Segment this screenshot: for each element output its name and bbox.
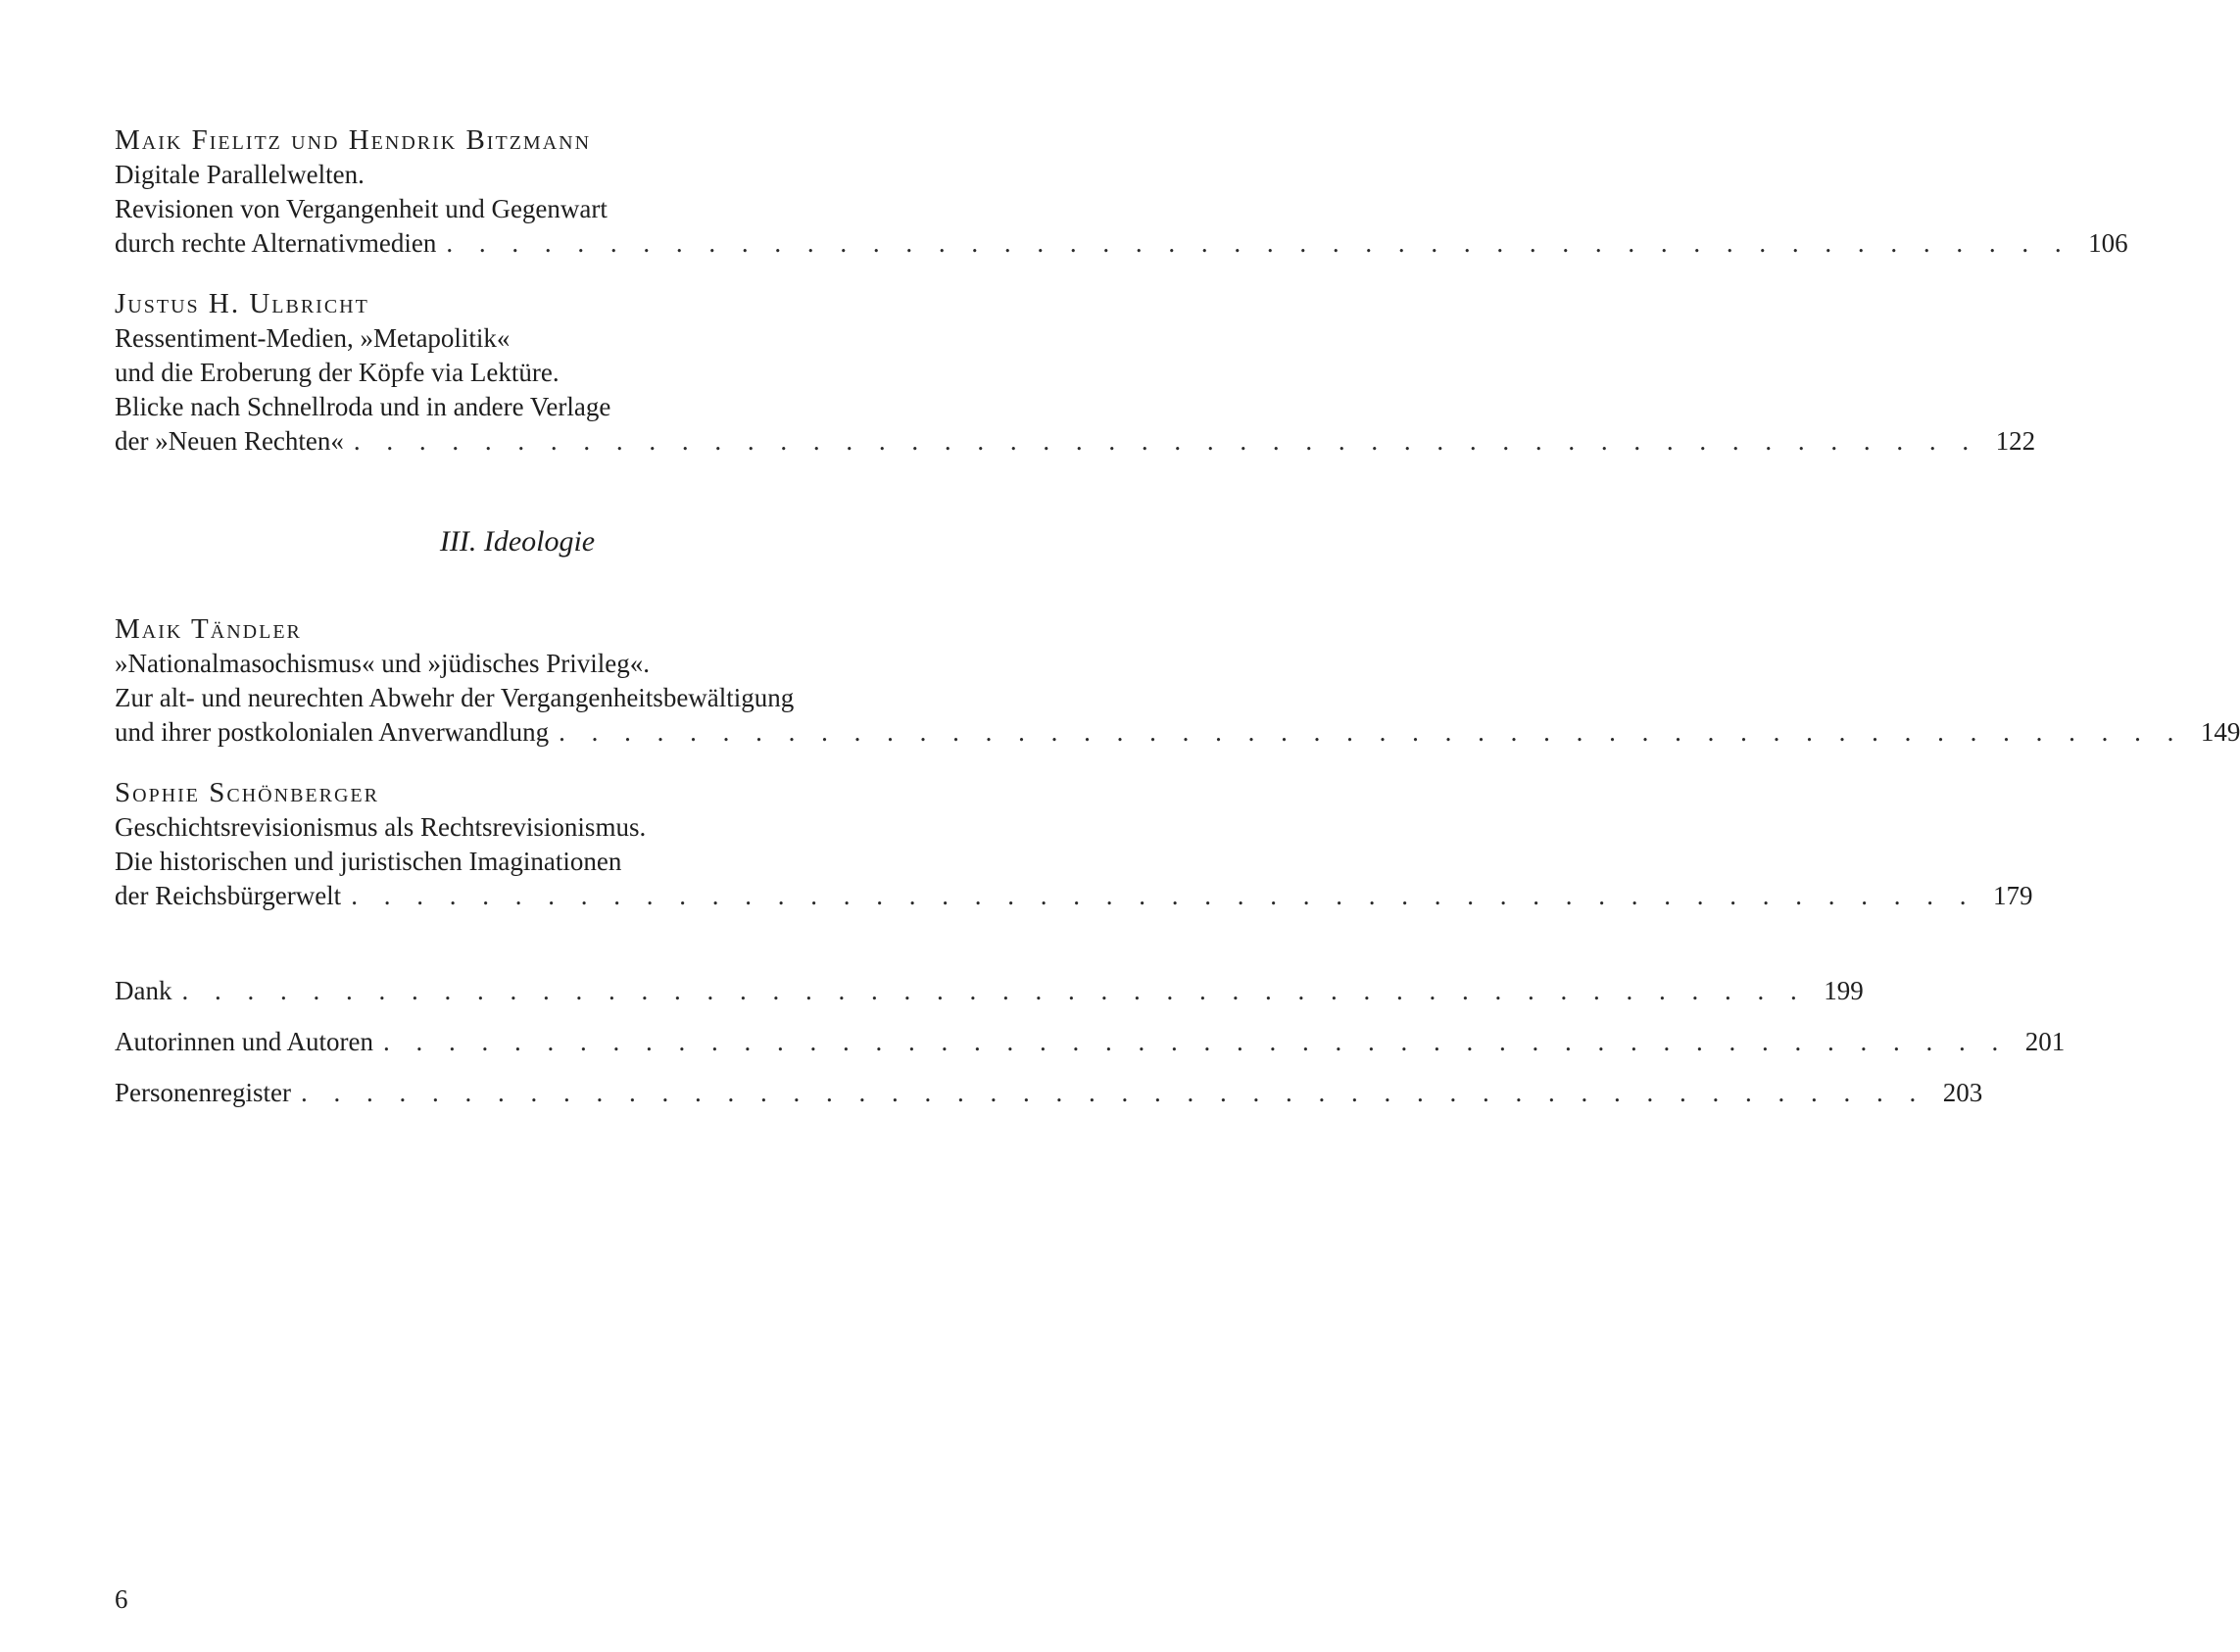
- entry-title-line: »Nationalmasochismus« und »jüdisches Privileg«.: [115, 649, 650, 678]
- entry-title-line: Digitale Parallelwelten.: [115, 160, 365, 189]
- dot-leader: . . . . . . . . . . . . . . . . . . . . . . . . . . . . . . . . . . . . . . . . . . . . . . . . . .: [382, 1027, 2009, 1056]
- toc-entry: [115, 611, 2240, 750]
- entry-page-number: 179: [1992, 881, 2033, 910]
- dot-leader: . . . . . . . . . . . . . . . . . . . . . . . . . . . . . . . . . . . . . . . . . . . . . . . . . .: [300, 1078, 1926, 1107]
- dot-leader: . . . . . . . . . . . . . . . . . . . . . . . . . . . . . . . . . . . . . . . . . . . . . . . . . .: [351, 881, 1976, 910]
- entry-author: Justus H. Ulbricht: [115, 288, 369, 319]
- entry-title-line: Blicke nach Schnellroda und in andere Verlage: [115, 392, 611, 421]
- entry-author: Maik Fielitz und Hendrik Bitzmann: [115, 124, 592, 156]
- dot-leader: . . . . . . . . . . . . . . . . . . . . . . . . . . . . . . . . . . . . . . . . . . . . . . . . . .: [446, 228, 2071, 258]
- back-matter-page-number: 199: [1824, 976, 1864, 1005]
- entry-leader-line: [115, 715, 2240, 750]
- entry-title-line: durch rechte Alternativmedien: [115, 228, 437, 258]
- entry-title-line: und ihrer postkolonialen Anverwandlung: [115, 717, 550, 747]
- entry-title-line: Geschichtsrevisionismus als Rechtsrevisionismus.: [115, 812, 647, 842]
- entry-title-line: Ressentiment-Medien, »Metapolitik«: [115, 323, 511, 353]
- back-matter-item: [115, 1076, 1983, 1110]
- section-heading: III. Ideologie: [439, 525, 596, 558]
- dot-leader: . . . . . . . . . . . . . . . . . . . . . . . . . . . . . . . . . . . . . . . . . . . . . . . . . .: [559, 717, 2184, 747]
- entry-page-number: 149: [2200, 717, 2240, 747]
- entry-page-number: 106: [2088, 228, 2128, 258]
- back-matter-label: Autorinnen und Autoren: [115, 1027, 373, 1056]
- back-matter-label: Personenregister: [115, 1078, 291, 1107]
- page-number: 6: [115, 1584, 128, 1614]
- entry-leader-line: [115, 879, 2033, 913]
- back-matter-item: [115, 1025, 2066, 1059]
- back-matter: [115, 974, 2066, 1110]
- entry-leader-line: [115, 226, 2128, 261]
- entry-title-line: Zur alt- und neurechten Abwehr der Vergangenheitsbewältigung: [115, 683, 795, 712]
- entry-page-number: 122: [1995, 426, 2036, 456]
- entry-author: Maik Tändler: [115, 613, 302, 645]
- entry-author: Sophie Schönberger: [115, 777, 379, 808]
- toc-entry: [115, 122, 2128, 261]
- entry-title-line: Die historischen und juristischen Imaginationen: [115, 847, 622, 876]
- dot-leader: . . . . . . . . . . . . . . . . . . . . . . . . . . . . . . . . . . . . . . . . . . . . . . . . . .: [353, 426, 1979, 456]
- dot-leader: . . . . . . . . . . . . . . . . . . . . . . . . . . . . . . . . . . . . . . . . . . . . . . . . . .: [181, 976, 1807, 1005]
- table-of-contents: [115, 122, 2240, 1127]
- entry-leader-line: [115, 424, 2036, 459]
- entry-title-line: der »Neuen Rechten«: [115, 426, 344, 456]
- back-matter-item: [115, 974, 1864, 1008]
- entry-title-line: Revisionen von Vergangenheit und Gegenwart: [115, 194, 608, 223]
- back-matter-label: Dank: [115, 976, 172, 1005]
- back-matter-page-number: 201: [2024, 1027, 2066, 1056]
- toc-entry: [115, 775, 2033, 913]
- entry-title-line: der Reichsbürgerwelt: [115, 881, 342, 910]
- back-matter-page-number: 203: [1942, 1078, 1983, 1107]
- toc-entry: [115, 286, 2036, 459]
- entry-title-line: und die Eroberung der Köpfe via Lektüre.: [115, 358, 560, 387]
